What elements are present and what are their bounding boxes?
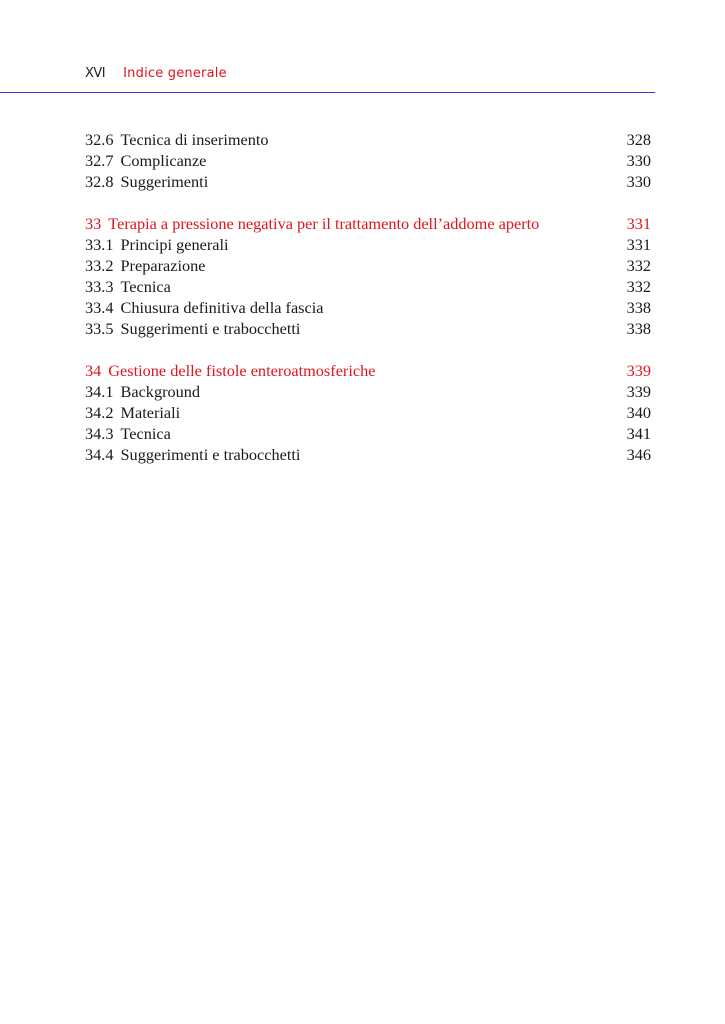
toc-entry-title: Complicanze xyxy=(120,151,207,170)
toc-chapter-number: 34 xyxy=(85,361,102,380)
toc-chapter-title: Terapia a pressione negativa per il trattamento dell’addome aperto xyxy=(108,214,540,233)
toc-entry[interactable] xyxy=(85,297,651,318)
page-header xyxy=(85,66,227,86)
toc-entry-number: 34.4 xyxy=(85,445,114,464)
toc-entry-number: 33.4 xyxy=(85,298,114,317)
toc-entry[interactable] xyxy=(85,171,651,192)
running-title: Indice generale xyxy=(123,66,227,81)
toc-chapter-title: Gestione delle fistole enteroatmosferiche xyxy=(108,361,376,380)
toc-entry-title: Principi generali xyxy=(120,235,229,254)
toc-entry-page: 332 xyxy=(626,256,651,275)
toc-entry-page: 346 xyxy=(626,445,651,464)
toc-entry[interactable] xyxy=(85,444,651,465)
toc-entry-page: 331 xyxy=(626,235,651,254)
page-number: XVI xyxy=(85,66,106,81)
toc-group xyxy=(85,360,651,465)
toc-entry[interactable] xyxy=(85,255,651,276)
toc-entry-title: Materiali xyxy=(120,403,181,422)
toc-entry-page: 340 xyxy=(626,403,651,422)
toc-entry-number: 33.5 xyxy=(85,319,114,338)
toc-entry-number: 32.6 xyxy=(85,130,114,149)
toc-entry-page: 341 xyxy=(626,424,651,443)
table-of-contents xyxy=(85,129,651,486)
toc-entry-number: 32.7 xyxy=(85,151,114,170)
toc-entry-number: 33.2 xyxy=(85,256,114,275)
toc-entry[interactable] xyxy=(85,276,651,297)
toc-entry-page: 328 xyxy=(626,130,651,149)
toc-entry-number: 33.3 xyxy=(85,277,114,296)
toc-entry-page: 330 xyxy=(626,172,651,191)
toc-entry[interactable] xyxy=(85,423,651,444)
toc-entry-number: 34.1 xyxy=(85,382,114,401)
toc-entry[interactable] xyxy=(85,150,651,171)
toc-entry-page: 330 xyxy=(626,151,651,170)
header-rule xyxy=(0,92,655,93)
toc-chapter-number: 33 xyxy=(85,214,102,233)
toc-chapter-page: 331 xyxy=(626,214,651,233)
toc-entry-title: Suggerimenti xyxy=(120,172,209,191)
toc-entry-title: Tecnica xyxy=(120,277,171,296)
toc-entry-page: 339 xyxy=(626,382,651,401)
toc-entry-title: Chiusura definitiva della fascia xyxy=(120,298,324,317)
toc-entry[interactable] xyxy=(85,402,651,423)
toc-entry-title: Background xyxy=(120,382,201,401)
toc-entry-number: 33.1 xyxy=(85,235,114,254)
toc-entry-title: Tecnica xyxy=(120,424,171,443)
toc-chapter-heading[interactable] xyxy=(85,213,651,234)
toc-entry-title: Suggerimenti e trabocchetti xyxy=(120,319,301,338)
toc-chapter-heading[interactable] xyxy=(85,360,651,381)
toc-entry-number: 34.2 xyxy=(85,403,114,422)
toc-entry-page: 332 xyxy=(626,277,651,296)
toc-group xyxy=(85,213,651,339)
toc-group xyxy=(85,129,651,192)
toc-entry-page: 338 xyxy=(626,319,651,338)
toc-entry[interactable] xyxy=(85,381,651,402)
toc-entry-number: 34.3 xyxy=(85,424,114,443)
toc-chapter-page: 339 xyxy=(626,361,651,380)
toc-entry-title: Preparazione xyxy=(120,256,206,275)
toc-entry-number: 32.8 xyxy=(85,172,114,191)
toc-entry-title: Tecnica di inserimento xyxy=(120,130,269,149)
toc-entry[interactable] xyxy=(85,129,651,150)
toc-entry-page: 338 xyxy=(626,298,651,317)
toc-entry-title: Suggerimenti e trabocchetti xyxy=(120,445,301,464)
toc-entry[interactable] xyxy=(85,234,651,255)
toc-entry[interactable] xyxy=(85,318,651,339)
